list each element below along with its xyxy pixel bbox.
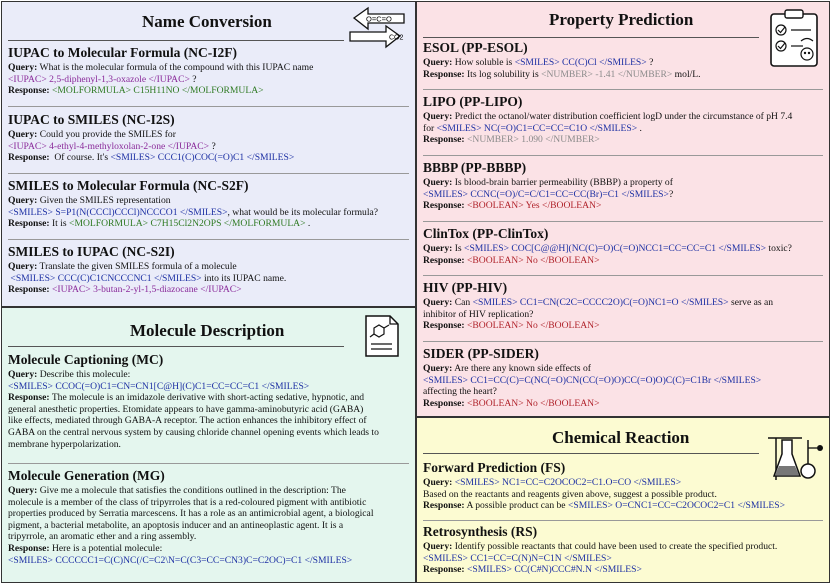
section-divider bbox=[423, 275, 823, 276]
conversion-arrows-icon bbox=[342, 5, 412, 49]
section-heading: Molecule Generation (MG) bbox=[8, 468, 165, 483]
nc-i2s-section: IUPAC to SMILES (NC-I2S) Query: Could you provide the SMILES for <IUPAC> 4-ethyl-4-methyloxolan-2-one </IUPAC> ? Response: Of course. It's <SMILES> CCC1(C)COC(=O)C1 </SMILES> bbox=[8, 112, 409, 164]
section-heading: IUPAC to Molecular Formula (NC-I2F) bbox=[8, 45, 237, 60]
property-prediction-panel bbox=[416, 1, 830, 417]
formula-label: CO2 bbox=[389, 34, 404, 42]
section-divider bbox=[423, 520, 823, 521]
pp-bbbp-section: BBBP (PP-BBBP) Query: Is blood-brain barrier permeability (BBBP) a property of <SMILES> CCNC(=O)/C=C/C1=CC=CC(Br)=C1 </SMILES>? Response: <BOOLEAN> Yes </BOOLEAN> bbox=[423, 160, 823, 212]
pp-clintox-section: ClinTox (PP-ClinTox) Query: Is <SMILES> COC[C@@H](NC(C)=O)C(=O)NCC1=CC=CC=C1 </SMILES> toxic? Response: <BOOLEAN> No </BOOLEAN> bbox=[423, 226, 823, 266]
name-conversion-panel bbox=[1, 1, 416, 307]
title-rule bbox=[8, 40, 344, 41]
pp-lipo-section: LIPO (PP-LIPO) Query: Predict the octanol/water distribution coefficient logD under the circumstance of pH 7.4 for <SMILES> NC(=O)C1=CC=CC=C1O </SMILES> . Response: <NUMBER> 1.090 </NUMBER> bbox=[423, 94, 823, 146]
chemical-reaction-title: Chemical Reaction bbox=[552, 428, 690, 447]
mc-section: Molecule Captioning (MC) Query: Describe this molecule: <SMILES> CCOC(=O)C1=CN=CN1[C@H](C)C1=CC=CC=C1 </SMILES> Response: The molecule is an imidazole derivative with short-acting sedative, hypnotic, and general anesthetic properties. Etomidate appears to have gamma-aminobutyric acid (GABA) like effects, mediated through GABA-A receptor. The action enhances the inhibitory effect of GABA on the central nervous system by causing chloride channel opening events which leads to membrane hyperpolarization. bbox=[8, 352, 409, 450]
section-heading: Molecule Captioning (MC) bbox=[8, 352, 164, 367]
section-heading: HIV (PP-HIV) bbox=[423, 280, 508, 295]
section-heading: ClinTox (PP-ClinTox) bbox=[423, 226, 549, 241]
pp-hiv-section: HIV (PP-HIV) Query: Can <SMILES> CC1=CN(C2C=CCCC2O)C(=O)NC1=O </SMILES> serve as an inhibitor of HIV replication? Response: <BOOLEAN> No </BOOLEAN> bbox=[423, 280, 823, 332]
molecule-description-title: Molecule Description bbox=[130, 321, 285, 340]
nc-s2i-section: SMILES to IUPAC (NC-S2I) Query: Translate the given SMILES formula of a molecule <SMILES> CCC(C)C1CNCCCNC1 </SMILES> into its IUPAC name. Response: <IUPAC> 3-butan-2-yl-1,5-diazocane </IUPAC> bbox=[8, 244, 409, 296]
section-divider bbox=[423, 221, 823, 222]
section-heading: IUPAC to SMILES (NC-I2S) bbox=[8, 112, 175, 127]
fs-section: Forward Prediction (FS) Query: <SMILES> NC1=CC=C2OCOC2=C1.O=CO </SMILES> Based on the reactants and reagents given above, suggest a possible product. Response: A possible product can be <SMILES> O=CNC1=CC=C2OCOC2=C1 </SMILES> bbox=[423, 460, 823, 512]
nc-i2f-section: IUPAC to Molecular Formula (NC-I2F) Query: What is the molecular formula of the compound with this IUPAC name <IUPAC> 2,5-diphenyl-1,3-oxazole </IUPAC> ? Response: <MOLFORMULA> C15H11NO </MOLFORMULA> bbox=[8, 45, 409, 97]
section-heading: LIPO (PP-LIPO) bbox=[423, 94, 523, 109]
nc-s2f-section: SMILES to Molecular Formula (NC-S2F) Query: Given the SMILES representation <SMILES> S=P1(N(CCCl)CCCl)NCCCO1 </SMILES>, what would be its molecular formula? Response: It is <MOLFORMULA> C7H15Cl2N2OPS </MOLFORMULA> . bbox=[8, 178, 409, 230]
section-heading: Forward Prediction (FS) bbox=[423, 460, 566, 475]
title-rule bbox=[423, 37, 759, 38]
section-heading: SIDER (PP-SIDER) bbox=[423, 346, 539, 361]
title-rule bbox=[423, 453, 759, 454]
section-heading: SMILES to IUPAC (NC-S2I) bbox=[8, 244, 175, 259]
section-divider bbox=[423, 155, 823, 156]
chemical-reaction-panel bbox=[416, 417, 830, 583]
mg-section: Molecule Generation (MG) Query: Give me a molecule that satisfies the conditions outlined in the description: The molecule is a member of the class of tripyrroles that is a red-coloured pigment with antibiotic properties produced by Serratia marcescens. It has a role as an antimicrobial agent, a biological pigment, a bacterial metabolite, an apoptosis inducer and an antineoplastic agent. It is a tripyrrole, an aromatic ether and a ring assembly. Response: Here is a potential molecule: <SMILES> CCCCCC1=C(C)NC(/C=C2\N=C(C3=CC=CN3)C=C2OC)=C1 </SMILES> bbox=[8, 468, 409, 566]
section-divider bbox=[8, 463, 409, 464]
section-heading: BBBP (PP-BBBP) bbox=[423, 160, 527, 175]
name-conversion-title: Name Conversion bbox=[142, 12, 272, 31]
molecule-description-panel bbox=[1, 307, 416, 583]
section-heading: ESOL (PP-ESOL) bbox=[423, 40, 528, 55]
pp-esol-section: ESOL (PP-ESOL) Query: How soluble is <SMILES> CC(C)Cl </SMILES> ? Response: Its log solubility is <NUMBER> -1.41 </NUMBER> mol/L. bbox=[423, 40, 823, 80]
section-divider bbox=[8, 239, 409, 240]
section-divider bbox=[423, 89, 823, 90]
property-prediction-title: Property Prediction bbox=[549, 10, 694, 29]
rs-section: Retrosynthesis (RS) Query: Identify possible reactants that could have been used to create the specified product. <SMILES> CC1=CC=C(N)N=C1N </SMILES> Response: <SMILES> CC(C#N)CCC#N.N </SMILES> bbox=[423, 524, 823, 576]
section-heading: Retrosynthesis (RS) bbox=[423, 524, 538, 539]
section-divider bbox=[8, 173, 409, 174]
section-divider bbox=[423, 341, 823, 342]
section-heading: SMILES to Molecular Formula (NC-S2F) bbox=[8, 178, 249, 193]
pp-sider-section: SIDER (PP-SIDER) Query: Are there any known side effects of <SMILES> CC1=CC(C)=C(NC(=O)CN(CC(=O)O)CC(=O)O)C(C)=C1Br </SMILES> affecting the heart? Response: <BOOLEAN> No </BOOLEAN> bbox=[423, 346, 823, 409]
molecule-label: O=C=O bbox=[366, 14, 392, 24]
title-rule bbox=[8, 346, 344, 347]
section-divider bbox=[8, 106, 409, 107]
